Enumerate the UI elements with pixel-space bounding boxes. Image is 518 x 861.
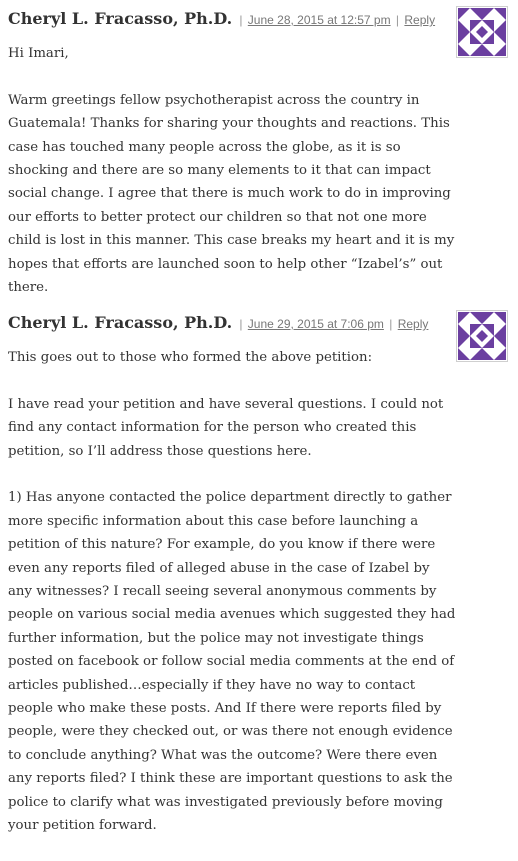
meta-separator: | (389, 317, 393, 331)
identicon-avatar-icon (458, 312, 506, 360)
comment-body (8, 42, 455, 323)
comment-meta (237, 317, 428, 331)
comment-author: Cheryl L. Fracasso, Ph.D. (8, 9, 233, 28)
comment-meta (237, 13, 435, 27)
comment-date-link[interactable]: June 28, 2015 at 12:57 pm (247, 13, 391, 27)
comment (0, 0, 518, 296)
comment-header (8, 312, 438, 335)
reply-link[interactable]: Reply (404, 13, 436, 27)
comment-paragraph: Hi Imari, (8, 46, 69, 61)
comment-header (8, 8, 438, 31)
comment-date-link[interactable]: June 29, 2015 at 7:06 pm (247, 317, 384, 331)
identicon-avatar-icon (458, 8, 506, 56)
meta-separator: | (239, 317, 243, 331)
comment-body (8, 346, 456, 861)
reply-link[interactable]: Reply (397, 317, 429, 331)
meta-separator: | (239, 13, 243, 27)
avatar (456, 6, 508, 58)
meta-separator: | (395, 13, 400, 27)
comment (0, 304, 518, 834)
comment-author: Cheryl L. Fracasso, Ph.D. (8, 313, 233, 332)
comment-paragraph: I have read your petition and have several questions. I could not find any contact information for the person who created this petition, so I’ll address those questions here. (8, 396, 444, 459)
comment-paragraph: This goes out to those who formed the above petition: (8, 350, 373, 365)
comment-paragraph: 1) Has anyone contacted the police department directly to gather more specific information about this case before launching a petition of this nature? For example, do you know if there were even any reports filed of alleged abuse in the case of Izabel by any witnesses? I recall seeing several anonymous comments by people on various social media avenues which suggested they had further information, but the police may not investigate things posted on facebook or follow social media comments at the end of articles published…especially if they have no way to contact people who make these posts. And If there were reports filed by people, were they checked out, or was there not enough evidence to conclude anything? What was the outcome? Were there even any reports filed? I think these are important questions to ask the police to clarify what was investigated previously before moving your petition forward. (8, 490, 456, 834)
avatar (456, 310, 508, 362)
comment-paragraph: Warm greetings fellow psychotherapist across the country in Guatemala! Thanks for sharing your thoughts and reactions. This case has touched many people across the globe, as it is so shocking and there are so many elements to it that can impact social change. I agree that there is much work to do in improving our efforts to better protect our children so that not one more child is lost in this manner. This case breaks my heart and it is my hopes that efforts are launched soon to help other “Izabel’s” out there. (8, 92, 455, 296)
